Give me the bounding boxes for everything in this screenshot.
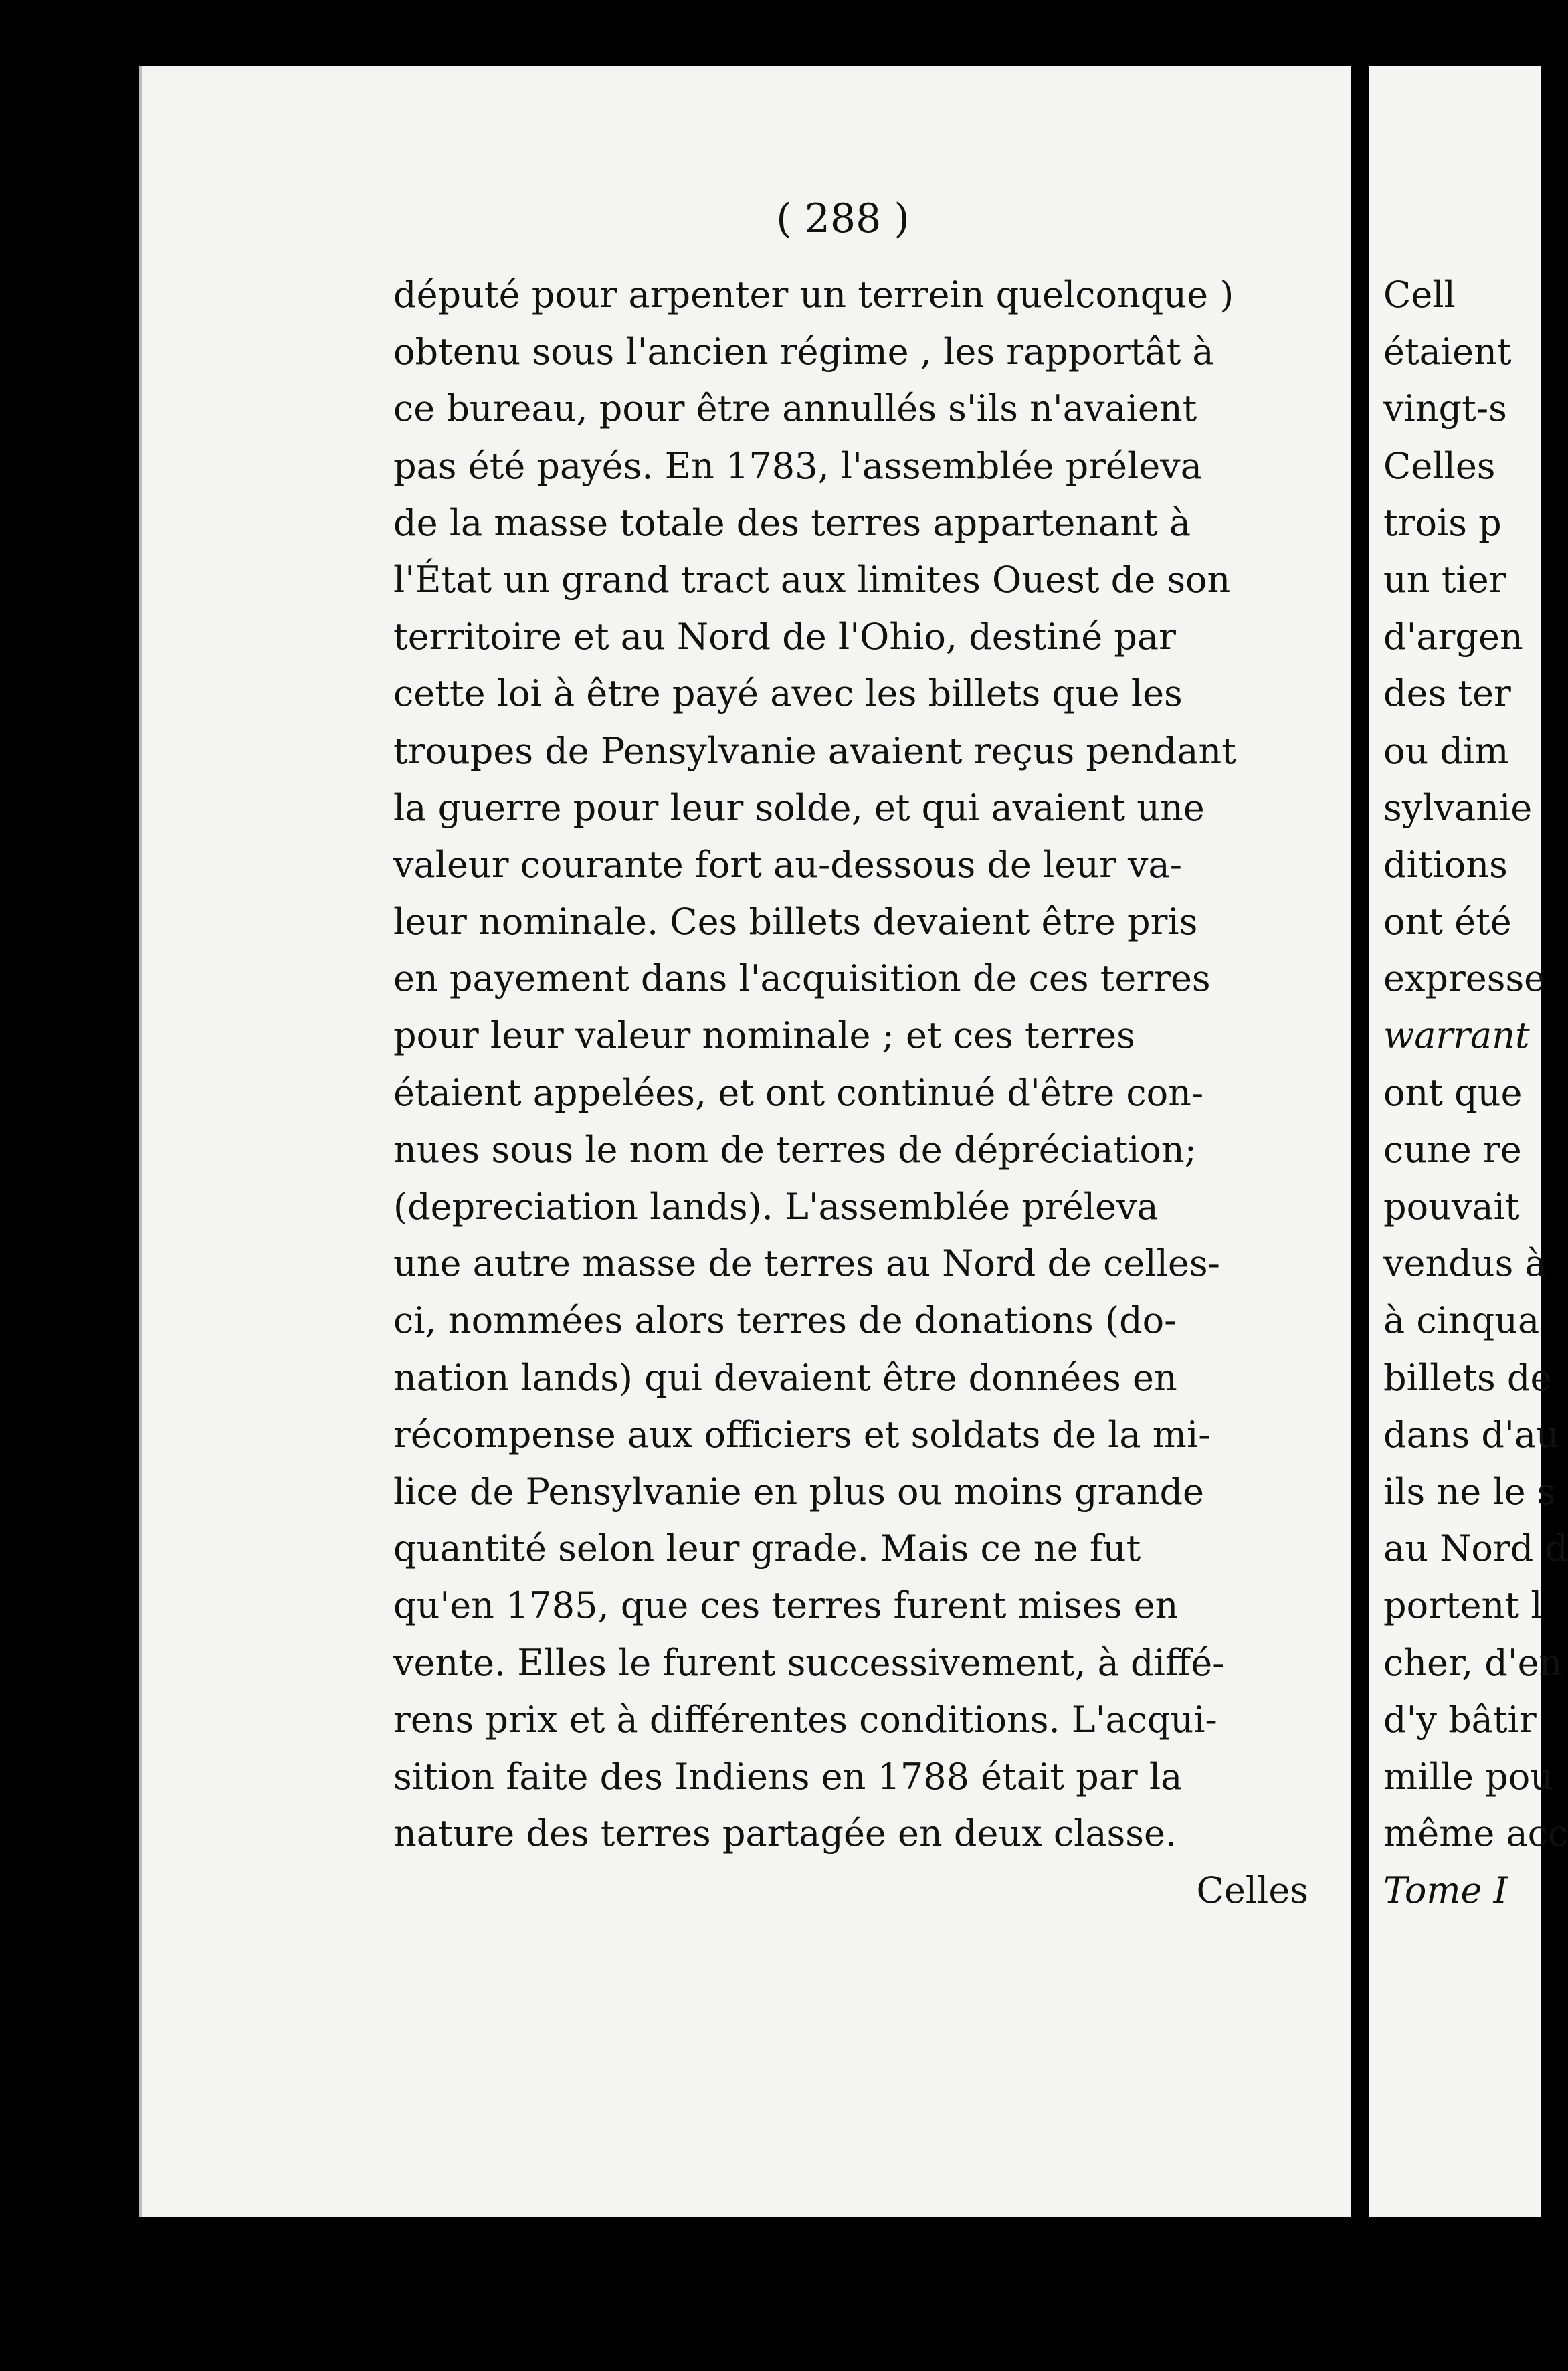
side-line: ont que bbox=[1383, 1071, 1523, 1114]
catchword: Celles bbox=[1196, 1869, 1308, 1912]
side-line: dans d'au bbox=[1383, 1413, 1559, 1456]
text-line: vente. Elles le furent successivement, à diffé- bbox=[393, 1641, 1225, 1684]
text-line: député pour arpenter un terrein quelconque ) bbox=[393, 274, 1234, 316]
text-line: quantité selon leur grade. Mais ce ne fut bbox=[393, 1527, 1141, 1570]
text-line: récompense aux officiers et soldats de la mi- bbox=[393, 1413, 1211, 1456]
text-line: valeur courante fort au-dessous de leur va- bbox=[393, 843, 1182, 886]
facing-page-text bbox=[1383, 266, 1568, 1919]
text-line: (depreciation lands). L'assemblée préleva bbox=[393, 1186, 1159, 1228]
side-line: pouvait bbox=[1383, 1186, 1520, 1228]
side-line: mille pou bbox=[1383, 1755, 1553, 1798]
page-number: ( 288 ) bbox=[776, 195, 910, 242]
side-line: cher, d'en bbox=[1383, 1641, 1563, 1684]
side-line: sylvanie bbox=[1383, 786, 1533, 829]
side-line: ont été bbox=[1383, 900, 1512, 943]
text-line: l'État un grand tract aux limites Ouest de son bbox=[393, 558, 1231, 601]
side-line: cune re bbox=[1383, 1128, 1522, 1171]
text-line: leur nominale. Ces billets devaient être pris bbox=[393, 900, 1198, 943]
side-line: trois p bbox=[1383, 501, 1502, 544]
side-line: ou dim bbox=[1383, 729, 1509, 772]
text-line: nation lands) qui devaient être données en bbox=[393, 1356, 1177, 1399]
main-text-block bbox=[393, 266, 1308, 1919]
side-line: des ter bbox=[1383, 672, 1511, 715]
text-line: lice de Pensylvanie en plus ou moins grande bbox=[393, 1470, 1204, 1513]
text-line: pour leur valeur nominale ; et ces terres bbox=[393, 1014, 1135, 1057]
side-line: Cell bbox=[1383, 274, 1456, 316]
text-line: en payement dans l'acquisition de ces terres bbox=[393, 957, 1211, 1000]
text-line: une autre masse de terres au Nord de celles- bbox=[393, 1242, 1220, 1285]
side-line: vingt-s bbox=[1383, 387, 1507, 430]
side-line: Celles bbox=[1383, 444, 1496, 487]
text-line: nature des terres partagée en deux classe. bbox=[393, 1812, 1177, 1855]
text-line: cette loi à être payé avec les billets que les bbox=[393, 672, 1183, 715]
side-line: portent l bbox=[1383, 1584, 1543, 1627]
side-line: vendus à bbox=[1383, 1242, 1547, 1285]
side-line: d'argen bbox=[1383, 615, 1523, 658]
side-line: Tome I bbox=[1383, 1869, 1508, 1912]
text-line: ce bureau, pour être annullés s'ils n'avaient bbox=[393, 387, 1197, 430]
side-line: étaient bbox=[1383, 330, 1512, 373]
text-line: qu'en 1785, que ces terres furent mises en bbox=[393, 1584, 1179, 1627]
text-line: la guerre pour leur solde, et qui avaient une bbox=[393, 786, 1205, 829]
side-line: ditions bbox=[1383, 843, 1508, 886]
text-line: ci, nommées alors terres de donations (do- bbox=[393, 1299, 1177, 1342]
text-line: nues sous le nom de terres de dépréciation; bbox=[393, 1128, 1197, 1171]
side-line: warrant bbox=[1383, 1014, 1530, 1057]
side-line: expresse bbox=[1383, 957, 1546, 1000]
text-line: rens prix et à différentes conditions. L'acqui- bbox=[393, 1698, 1217, 1741]
side-line: un tier bbox=[1383, 558, 1506, 601]
text-line: obtenu sous l'ancien régime , les rapportât à bbox=[393, 330, 1214, 373]
side-line: à cinqua bbox=[1383, 1299, 1540, 1342]
text-line: sition faite des Indiens en 1788 était par la bbox=[393, 1755, 1183, 1798]
text-line: pas été payés. En 1783, l'assemblée préleva bbox=[393, 444, 1202, 487]
side-line: au Nord d bbox=[1383, 1527, 1568, 1570]
text-line: territoire et au Nord de l'Ohio, destiné par bbox=[393, 615, 1176, 658]
side-line: même acc bbox=[1383, 1812, 1568, 1855]
text-line: étaient appelées, et ont continué d'être con- bbox=[393, 1071, 1204, 1114]
text-line: de la masse totale des terres appartenant à bbox=[393, 501, 1191, 544]
text-line: troupes de Pensylvanie avaient reçus pendant bbox=[393, 729, 1236, 772]
side-line: ils ne le s bbox=[1383, 1470, 1556, 1513]
side-line: d'y bâtir bbox=[1383, 1698, 1537, 1741]
side-line: billets de bbox=[1383, 1356, 1552, 1399]
